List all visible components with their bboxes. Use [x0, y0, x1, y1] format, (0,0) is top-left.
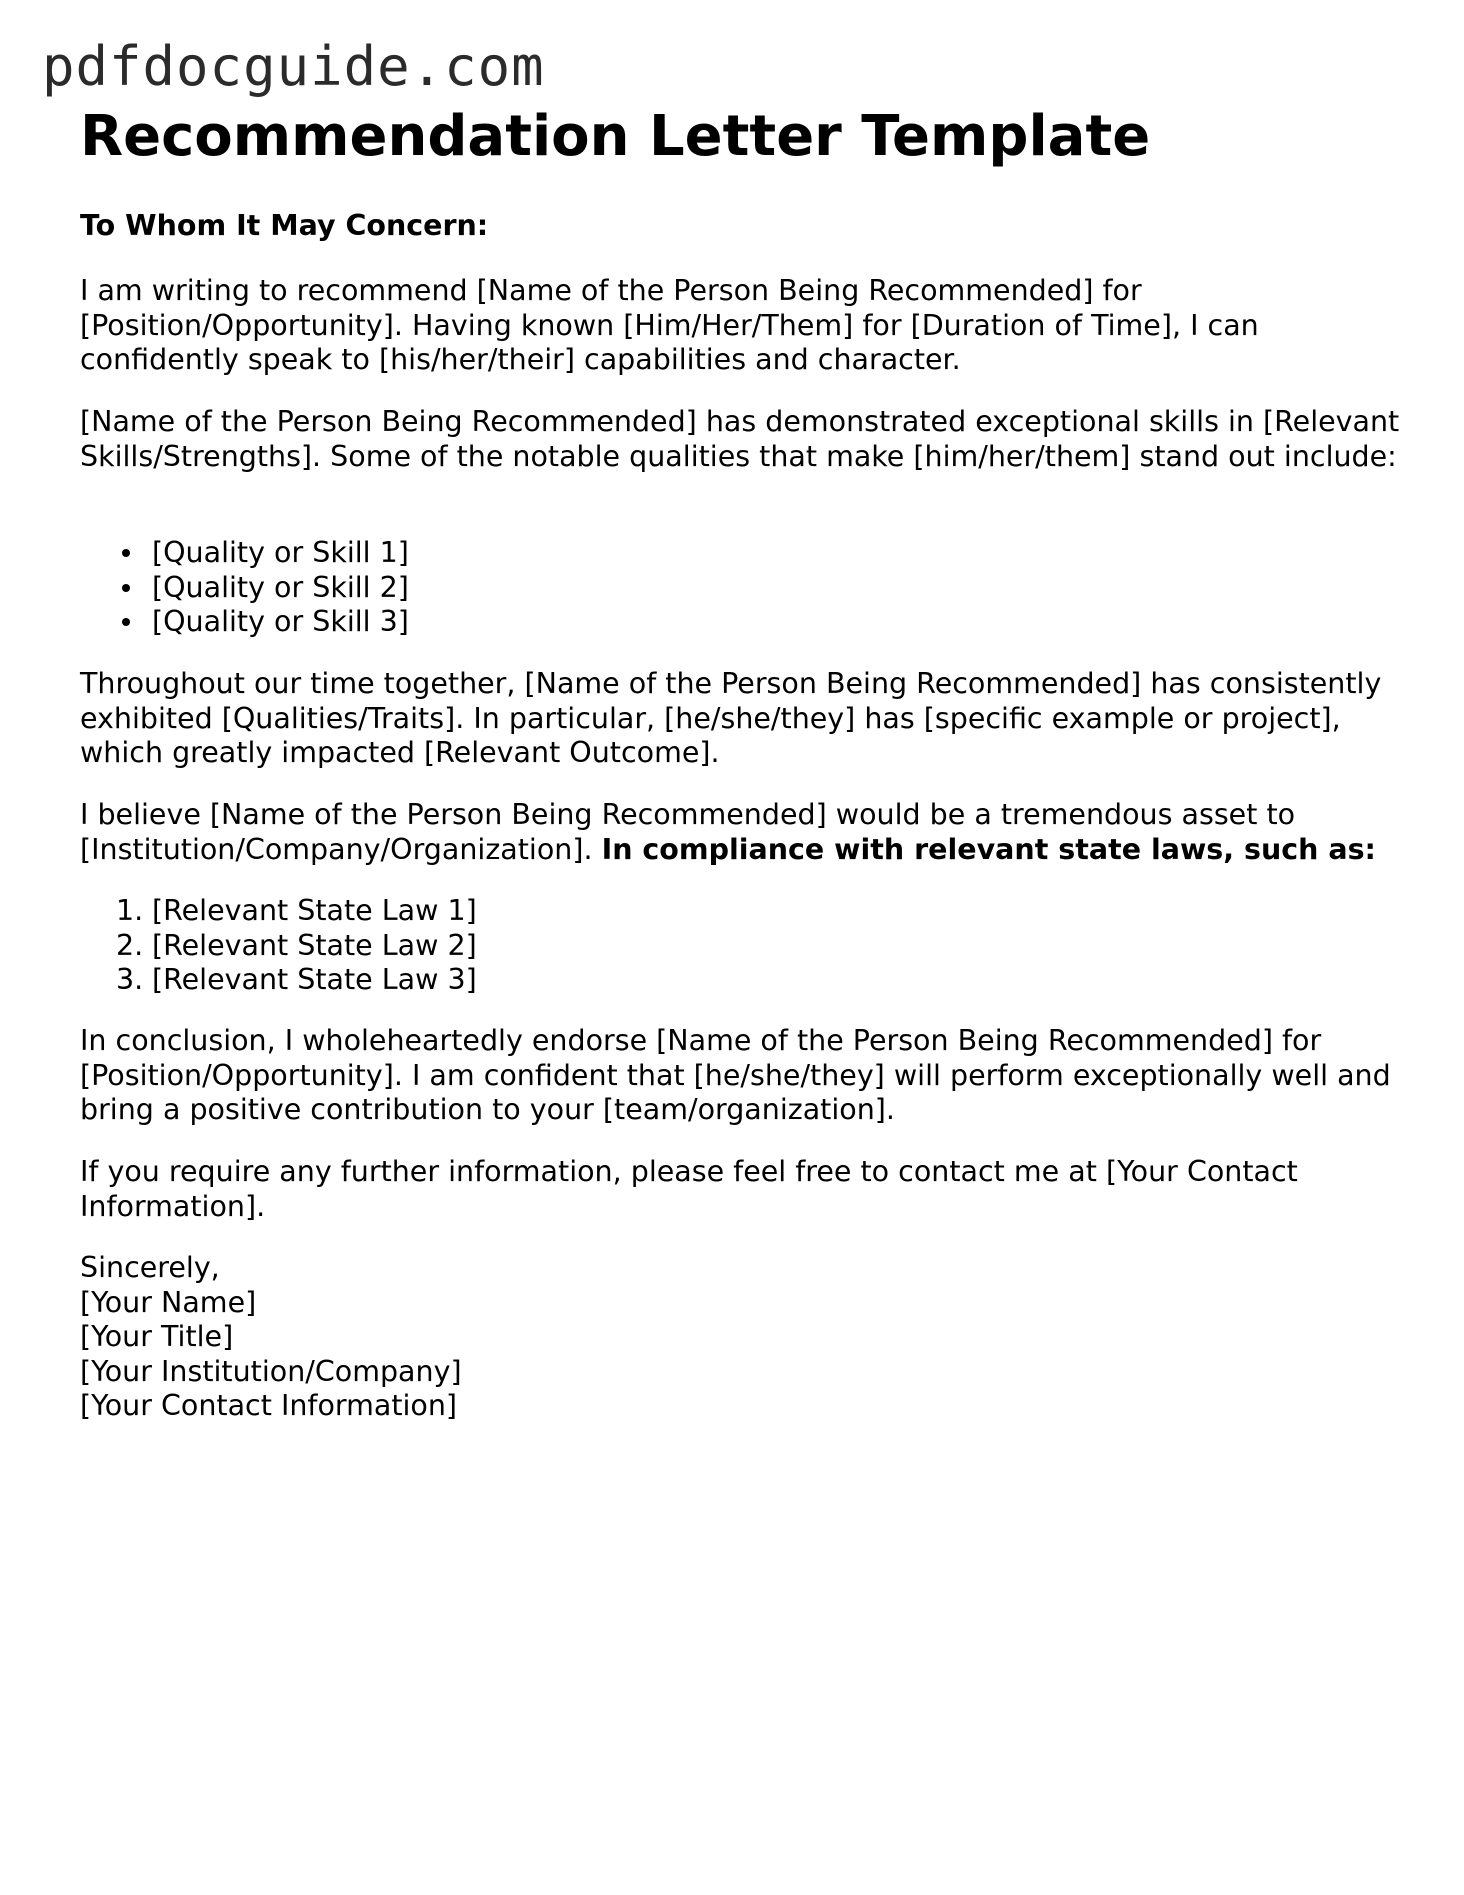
list-item: [80, 929, 1400, 964]
skills-paragraph: [Name of the Person Being Recommended] has demonstrated exceptional skills in [Relevant Skills/Strengths]. Some of the notable qualities that make [him/her/them] stand out include:: [80, 405, 1400, 473]
closing: Sincerely,: [80, 1251, 220, 1284]
signer-institution: [Your Institution/Company]: [80, 1354, 462, 1388]
bullet-icon: [122, 549, 130, 557]
salutation: To Whom It May Concern:: [80, 209, 489, 242]
asset-text: I believe [Name of the Person Being Recommended] would be a tremendous asset to [Institution/Company/Organization].: [80, 798, 1296, 866]
list-item: [80, 536, 1400, 571]
quality-text: [Quality or Skill 3]: [152, 605, 409, 638]
signer-title: [Your Title]: [80, 1320, 234, 1353]
intro-paragraph: I am writing to recommend [Name of the Person Being Recommended] for [Position/Opportunity]. Having known [Him/Her/Them] for [Duration of Time], I can confidently speak to [his/her/their] capabilities and character.: [80, 274, 1259, 376]
list-item: [80, 571, 1400, 606]
list-number: 3.: [116, 963, 144, 996]
list-item: [80, 963, 1400, 998]
qualities-list: [80, 536, 1400, 640]
law-text: [Relevant State Law 2]: [152, 928, 477, 962]
bullet-icon: [122, 584, 130, 592]
contact-paragraph: If you require any further information, please feel free to contact me at [Your Contact Information].: [80, 1155, 1298, 1223]
signer-name: [Your Name]: [80, 1285, 257, 1319]
compliance-text: In compliance with relevant state laws, such as:: [601, 832, 1376, 866]
site-watermark: pdfdocguide.com: [42, 35, 545, 98]
law-text: [Relevant State Law 1]: [152, 894, 477, 927]
list-number: 1.: [116, 894, 144, 927]
asset-paragraph: [80, 798, 1400, 867]
signer-contact: [Your Contact Information]: [80, 1389, 458, 1422]
page-title: Recommendation Letter Template: [80, 104, 1151, 169]
state-laws-list: [80, 894, 1400, 998]
law-text: [Relevant State Law 3]: [152, 963, 477, 996]
letter-content: [80, 102, 1400, 1422]
signature-block: [80, 1251, 1400, 1424]
list-item: [80, 605, 1400, 640]
list-number: 2.: [116, 928, 144, 962]
quality-text: [Quality or Skill 2]: [152, 570, 409, 604]
quality-text: [Quality or Skill 1]: [152, 536, 409, 569]
traits-paragraph: Throughout our time together, [Name of the Person Being Recommended] has consistently exhibited [Qualities/Traits]. In particular, [he/she/they] has [specific example or project], which greatly impacted [Relevant Outcome].: [80, 667, 1382, 769]
bullet-icon: [122, 618, 130, 626]
conclusion-paragraph: In conclusion, I wholeheartedly endorse [Name of the Person Being Recommended] for [Position/Opportunity]. I am confident that [he/she/they] will perform exceptionally well and bring a positive contribution to your [team/organization].: [80, 1024, 1391, 1126]
list-item: [80, 894, 1400, 929]
